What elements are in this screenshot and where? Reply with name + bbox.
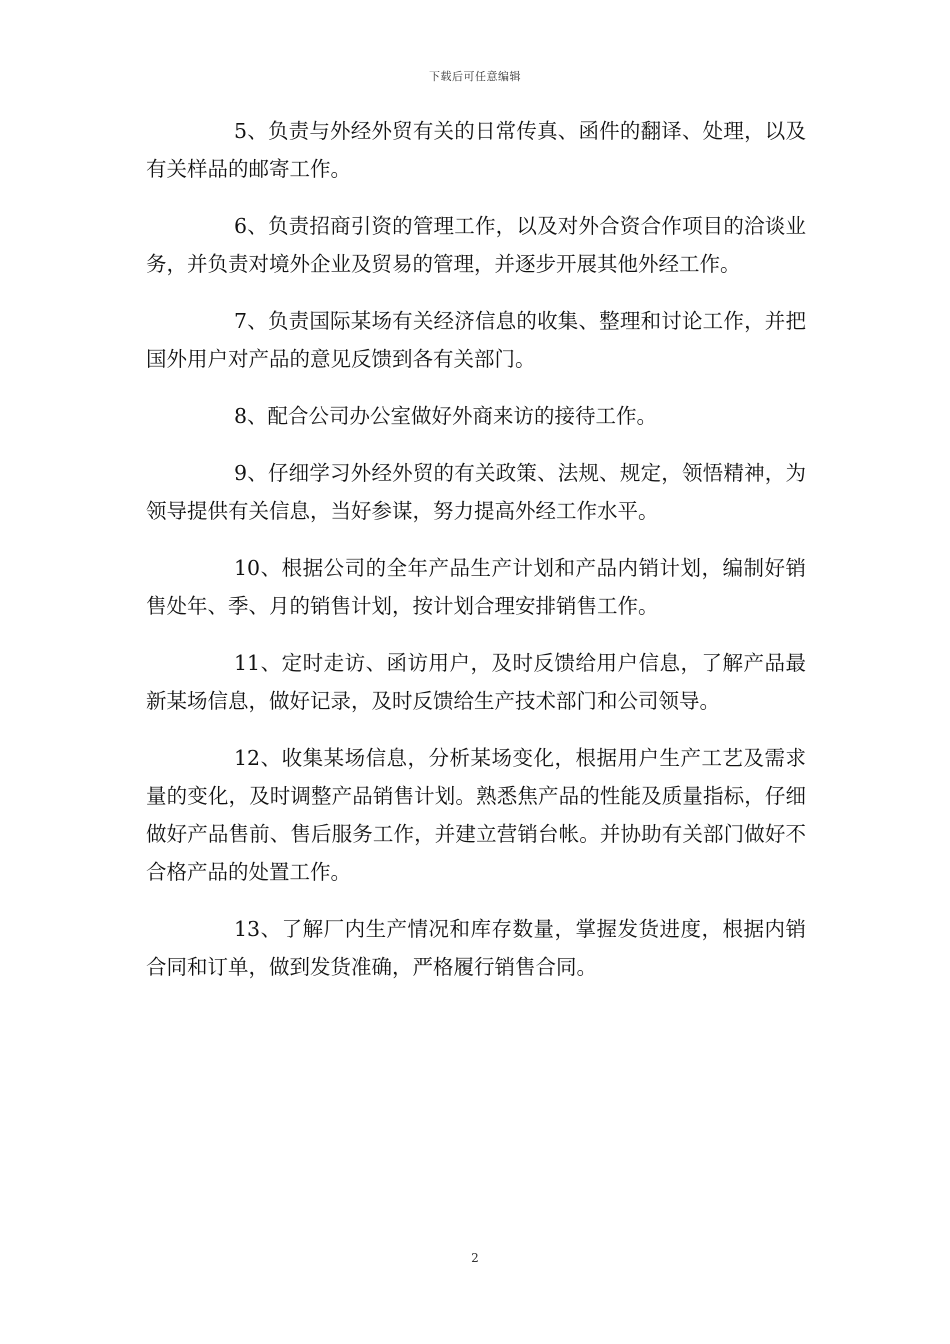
paragraph-item-7: 7、负责国际某场有关经济信息的收集、整理和讨论工作，并把国外用户对产品的意见反馈到各有关部门。	[146, 309, 806, 371]
paragraph-item-13: 13、了解厂内生产情况和库存数量，掌握发货进度，根据内销合同和订单，做到发货准确，严格履行销售合同。	[146, 917, 806, 979]
paragraph-item-10: 10、根据公司的全年产品生产计划和产品内销计划，编制好销售处年、季、月的销售计划，按计划合理安排销售工作。	[146, 556, 806, 618]
document-body	[146, 112, 806, 1005]
paragraph-item-5: 5、负责与外经外贸有关的日常传真、函件的翻译、处理，以及有关样品的邮寄工作。	[146, 119, 806, 181]
paragraph-item-12: 12、收集某场信息，分析某场变化，根据用户生产工艺及需求量的变化，及时调整产品销售计划。熟悉焦产品的性能及质量指标，仔细做好产品售前、售后服务工作，并建立营销台帐。并协助有关部门做好不合格产品的处置工作。	[146, 746, 806, 884]
header-note: 下载后可任意编辑	[429, 70, 521, 83]
paragraph-item-8: 8、配合公司办公室做好外商来访的接待工作。	[234, 404, 658, 428]
paragraph-item-11: 11、定时走访、函访用户，及时反馈给用户信息，了解产品最新某场信息，做好记录，及时反馈给生产技术部门和公司领导。	[146, 651, 806, 713]
paragraph-item-9: 9、仔细学习外经外贸的有关政策、法规、规定，领悟精神，为领导提供有关信息，当好参谋，努力提高外经工作水平。	[146, 461, 806, 523]
paragraph-item-6: 6、负责招商引资的管理工作，以及对外合资合作项目的洽谈业务，并负责对境外企业及贸易的管理，并逐步开展其他外经工作。	[146, 214, 806, 276]
page-number: 2	[471, 1251, 479, 1265]
